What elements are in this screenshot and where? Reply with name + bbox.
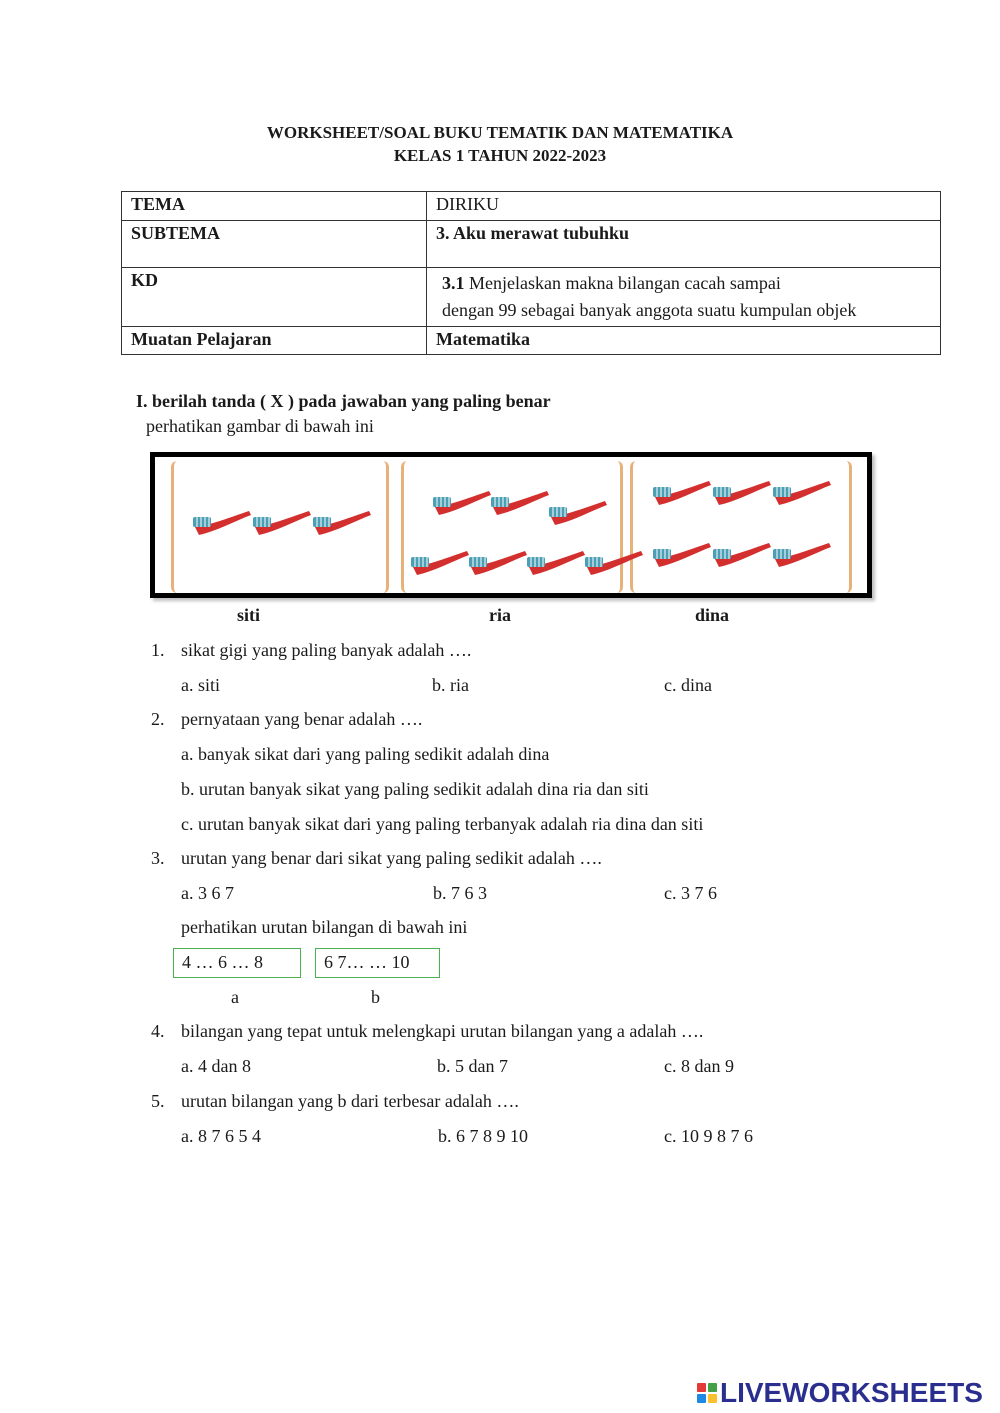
q3-option-c[interactable]: c. 3 7 6 <box>664 883 717 903</box>
label-dina: dina <box>695 605 730 625</box>
logo-text: LIVEWORKSHEETS <box>720 1377 983 1408</box>
q1-option-b[interactable]: b. ria <box>432 675 469 695</box>
toothbrush-icon <box>773 543 831 567</box>
q2-option-a[interactable]: a. banyak sikat dari yang paling sedikit adalah dina <box>181 744 550 764</box>
kd-value <box>427 268 941 327</box>
q3-option-a[interactable]: a. 3 6 7 <box>181 883 234 903</box>
kd-line1: Menjelaskan makna bilangan cacah sampai <box>464 273 781 293</box>
q1-option-a[interactable]: a. siti <box>181 675 220 695</box>
q4-option-a[interactable]: a. 4 dan 8 <box>181 1056 251 1076</box>
info-table <box>121 191 941 355</box>
toothbrush-icon <box>713 543 771 567</box>
q2-number: 2. <box>151 709 165 729</box>
q4-option-b[interactable]: b. 5 dan 7 <box>437 1056 508 1076</box>
label-ria: ria <box>489 605 511 625</box>
toothbrush-icon <box>527 551 585 575</box>
sequence-label-b: b <box>371 987 380 1007</box>
subtema-label: SUBTEMA <box>122 221 427 268</box>
kd-label: KD <box>122 268 427 327</box>
sequence-box-b: 6 7… … 10 <box>315 948 440 978</box>
toothbrush-icon <box>653 481 711 505</box>
worksheet-subtitle: KELAS 1 TAHUN 2022-2023 <box>393 146 607 165</box>
q1-text: sikat gigi yang paling banyak adalah …. <box>181 640 472 660</box>
muatan-value: Matematika <box>427 327 941 355</box>
logo-icon <box>697 1383 717 1403</box>
toothbrush-group <box>155 457 867 593</box>
q4-number: 4. <box>151 1021 165 1041</box>
q3-number: 3. <box>151 848 165 868</box>
sequence-label-a: a <box>231 987 239 1007</box>
q5-option-b[interactable]: b. 6 7 8 9 10 <box>438 1126 528 1146</box>
sequence-intro: perhatikan urutan bilangan di bawah ini <box>181 917 468 937</box>
worksheet-title: WORKSHEET/SOAL BUKU TEMATIK DAN MATEMATIKA <box>266 123 734 142</box>
toothbrush-picture <box>150 452 872 598</box>
q2-option-c[interactable]: c. urutan banyak sikat dari yang paling terbanyak adalah ria dina dan siti <box>181 814 704 834</box>
toothbrush-icon <box>193 511 251 535</box>
toothbrush-icon <box>491 491 549 515</box>
toothbrush-icon <box>253 511 311 535</box>
section-heading: I. berilah tanda ( X ) pada jawaban yang paling benar <box>136 391 551 411</box>
sequence-box-a: 4 … 6 … 8 <box>173 948 301 978</box>
muatan-label: Muatan Pelajaran <box>122 327 427 355</box>
q2-text: pernyataan yang benar adalah …. <box>181 709 423 729</box>
toothbrush-icon <box>773 481 831 505</box>
q5-option-c[interactable]: c. 10 9 8 7 6 <box>664 1126 753 1146</box>
kd-line2: dengan 99 sebagai banyak anggota suatu kumpulan objek <box>442 300 857 320</box>
q4-option-c[interactable]: c. 8 dan 9 <box>664 1056 734 1076</box>
q5-number: 5. <box>151 1091 165 1111</box>
q5-option-a[interactable]: a. 8 7 6 5 4 <box>181 1126 261 1146</box>
tema-value: DIRIKU <box>427 192 941 221</box>
q1-option-c[interactable]: c. dina <box>664 675 712 695</box>
toothbrush-icon <box>585 551 643 575</box>
toothbrush-icon <box>653 543 711 567</box>
toothbrush-icon <box>433 491 491 515</box>
q3-text: urutan yang benar dari sikat yang paling sedikit adalah …. <box>181 848 602 868</box>
toothbrush-icon <box>549 501 607 525</box>
toothbrush-icon <box>313 511 371 535</box>
subtema-value: 3. Aku merawat tubuhku <box>427 221 941 268</box>
toothbrush-icon <box>713 481 771 505</box>
liveworksheets-logo[interactable] <box>697 1378 983 1408</box>
q1-number: 1. <box>151 640 165 660</box>
q4-text: bilangan yang tepat untuk melengkapi urutan bilangan yang a adalah …. <box>181 1021 704 1041</box>
q5-text: urutan bilangan yang b dari terbesar adalah …. <box>181 1091 519 1111</box>
q3-option-b[interactable]: b. 7 6 3 <box>433 883 487 903</box>
toothbrush-icon <box>411 551 469 575</box>
q2-option-b[interactable]: b. urutan banyak sikat yang paling sedikit adalah dina ria dan siti <box>181 779 649 799</box>
toothbrush-icon <box>469 551 527 575</box>
label-siti: siti <box>237 605 261 625</box>
section-instruction: perhatikan gambar di bawah ini <box>146 416 374 436</box>
kd-number: 3.1 <box>442 273 465 293</box>
tema-label: TEMA <box>122 192 427 221</box>
